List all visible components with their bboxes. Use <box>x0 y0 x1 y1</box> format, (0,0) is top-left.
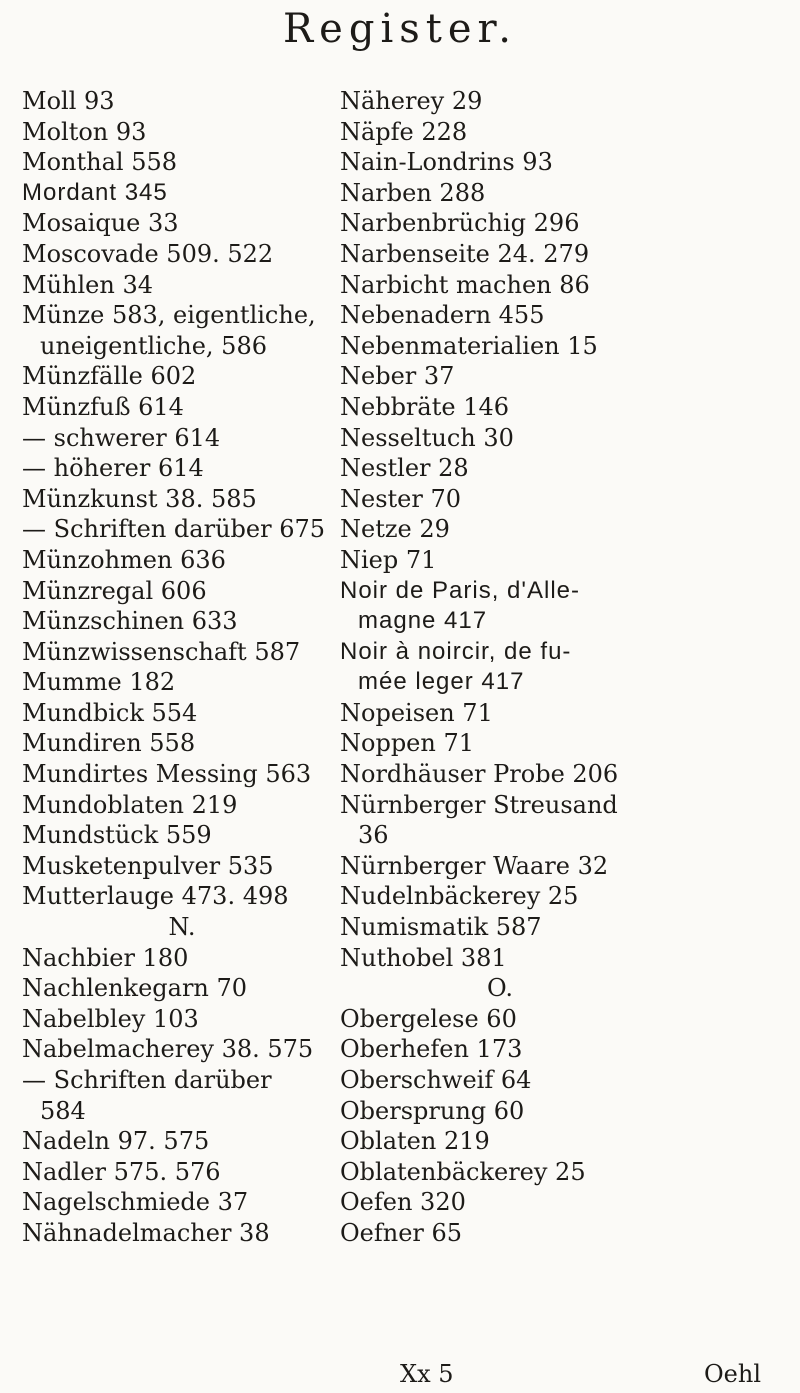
index-entry: Oblaten 219 <box>340 1127 490 1156</box>
index-entry: Nudelnbäckerey 25 <box>340 882 579 911</box>
index-entry: Münzfuß 614 <box>22 392 184 421</box>
index-entry: magne 417 <box>358 607 488 635</box>
index-entry: Münzschinen 633 <box>22 607 238 636</box>
index-entry: Netze 29 <box>340 515 450 544</box>
index-entry: Nebenadern 455 <box>340 301 545 330</box>
signature-mark: Xx 5 <box>400 1360 454 1388</box>
index-entry: Nachlenkegarn 70 <box>22 974 248 1003</box>
index-entry: Noir à noircir, de fu- <box>340 637 572 665</box>
index-entry: uneigentliche, 586 <box>40 331 267 360</box>
index-entry: — höherer 614 <box>22 454 204 483</box>
index-entry: Mundstück 559 <box>22 821 212 850</box>
index-entry: Obersprung 60 <box>340 1096 525 1125</box>
index-entry: Oefner 65 <box>340 1218 463 1247</box>
index-entry: Musketenpulver 535 <box>22 851 274 880</box>
index-entry: Narbenbrüchig 296 <box>340 209 580 238</box>
index-entry: Münzwissenschaft 587 <box>22 637 301 666</box>
index-entry: — Schriften darüber 675 <box>22 515 326 544</box>
index-entry: Mumme 182 <box>22 668 176 697</box>
page-heading: Register. <box>283 6 517 52</box>
index-entry: 584 <box>40 1096 86 1125</box>
index-entry: Nordhäuser Probe 206 <box>340 760 619 789</box>
index-entry: Molton 93 <box>22 117 147 146</box>
index-entry: Nürnberger Streusand <box>340 790 618 819</box>
section-letter: O. <box>487 974 513 1003</box>
index-entry: Mundirtes Messing 563 <box>22 760 312 789</box>
index-entry: Mutterlauge 473. 498 <box>22 882 289 911</box>
index-entry: Nähnadelmacher 38 <box>22 1218 270 1247</box>
index-entry: Münzohmen 636 <box>22 545 226 574</box>
index-entry: Moscovade 509. 522 <box>22 239 274 268</box>
index-entry: Münzkunst 38. 585 <box>22 484 257 513</box>
index-entry: Narbicht machen 86 <box>340 270 590 299</box>
index-entry: Niep 71 <box>340 545 437 574</box>
index-entry: Nabelbley 103 <box>22 1004 199 1033</box>
index-entry: Mordant 345 <box>22 178 168 206</box>
section-letter: N. <box>168 913 196 942</box>
index-entry: Münzfälle 602 <box>22 362 197 391</box>
index-entry: Narben 288 <box>340 178 486 207</box>
index-entry: Nachbier 180 <box>22 943 189 972</box>
page-footer <box>0 1360 800 1390</box>
index-entry: Mosaique 33 <box>22 209 179 238</box>
index-entry: Nesseltuch 30 <box>340 423 514 452</box>
index-entry: Nagelschmiede 37 <box>22 1188 249 1217</box>
index-entry: Oberhefen 173 <box>340 1035 523 1064</box>
right-column <box>340 86 720 1249</box>
index-entry: Obergelese 60 <box>340 1004 517 1033</box>
index-entry: Nabelmacherey 38. 575 <box>22 1035 314 1064</box>
index-entry: Nopeisen 71 <box>340 698 493 727</box>
index-entry: Oblatenbäckerey 25 <box>340 1157 586 1186</box>
index-entry: Mundbick 554 <box>22 698 198 727</box>
index-entry: Nester 70 <box>340 484 462 513</box>
index-entry: Noppen 71 <box>340 729 475 758</box>
index-entry: Münze 583, eigentliche, <box>22 301 316 330</box>
index-entry: Noir de Paris, d'Alle- <box>340 576 580 604</box>
catchword: Oehl <box>704 1360 762 1388</box>
index-entry: Nestler 28 <box>340 454 469 483</box>
index-entry: Mundiren 558 <box>22 729 196 758</box>
index-entry: Oberschweif 64 <box>340 1066 532 1094</box>
index-entry: Näherey 29 <box>340 87 483 115</box>
index-entry: Näpfe 228 <box>340 117 468 146</box>
index-entry: Nürnberger Waare 32 <box>340 851 609 880</box>
index-entry: Neber 37 <box>340 362 455 391</box>
index-entry: Monthal 558 <box>22 148 178 177</box>
index-entry: Nebbräte 146 <box>340 392 509 421</box>
index-entry: — schwerer 614 <box>22 423 221 452</box>
index-entry: mée leger 417 <box>358 668 525 696</box>
index-entry: Nadler 575. 576 <box>22 1157 221 1186</box>
index-entry: Münzregal 606 <box>22 576 207 605</box>
index-entry: Nain-Londrins 93 <box>340 148 553 177</box>
index-entry: Moll 93 <box>22 87 115 115</box>
index-entry: 36 <box>358 821 389 850</box>
index-entry: — Schriften darüber <box>22 1066 272 1094</box>
index-entry: Nebenmaterialien 15 <box>340 331 598 360</box>
index-entry: Nuthobel 381 <box>340 943 507 972</box>
index-entry: Mundoblaten 219 <box>22 790 238 819</box>
index-entry: Nadeln 97. 575 <box>22 1127 210 1156</box>
index-entry: Oefen 320 <box>340 1188 466 1217</box>
index-entry: Numismatik 587 <box>340 913 542 942</box>
index-entry: Narbenseite 24. 279 <box>340 239 590 268</box>
index-entry: Mühlen 34 <box>22 270 153 299</box>
